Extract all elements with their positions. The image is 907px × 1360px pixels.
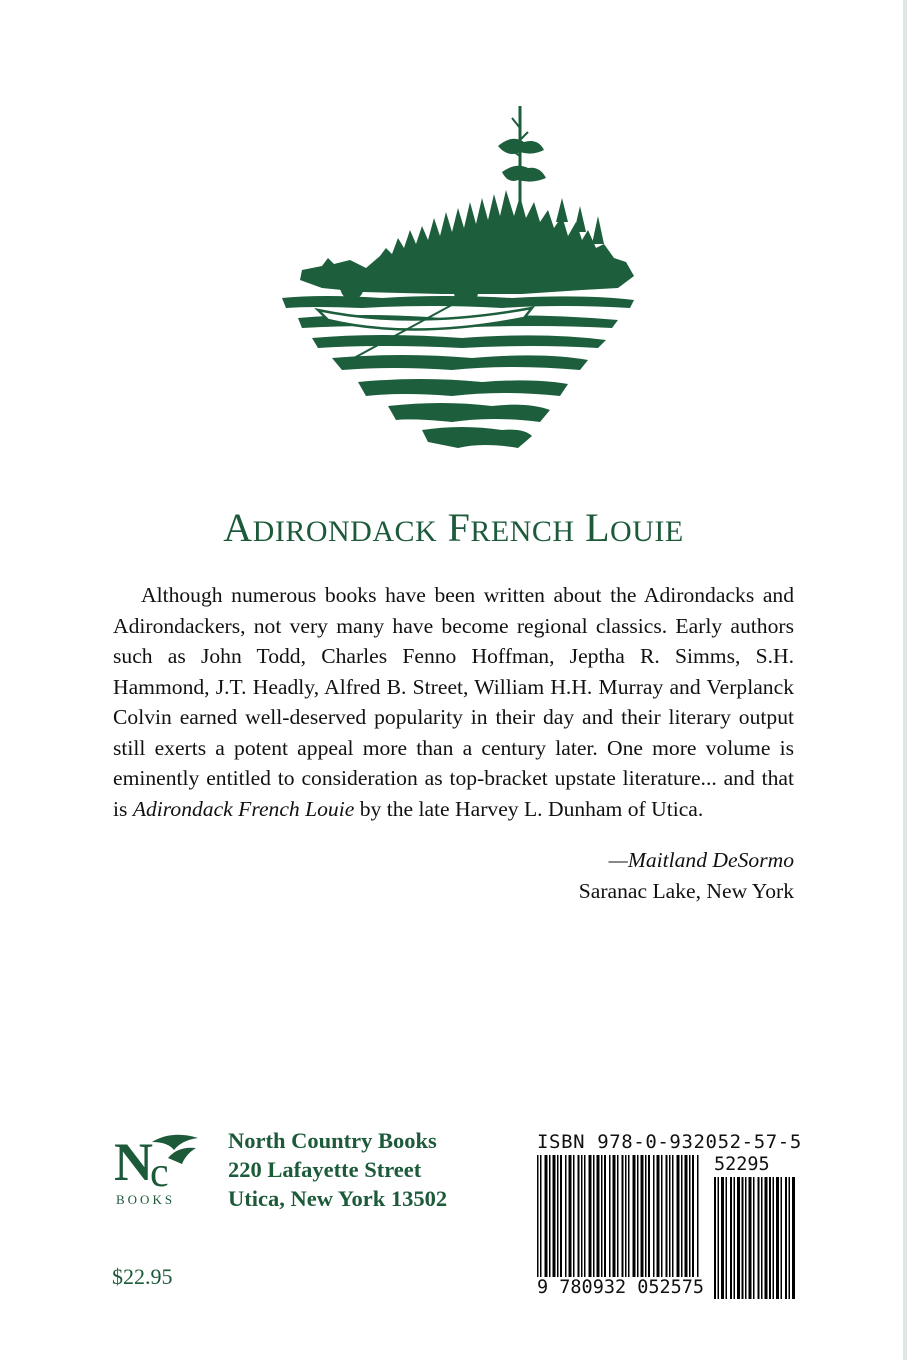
blurb-attribution [579,845,794,907]
barcode-bar [628,1155,630,1277]
barcode-bar [714,1177,716,1299]
barcode-bar [601,1155,603,1277]
barcode-bar [692,1155,694,1277]
svg-text:c: c [150,1150,169,1196]
nc-monogram-icon [112,1128,204,1208]
barcode-bar [625,1155,627,1277]
isbn-label: ISBN 978-0-932052-57-5 [537,1131,802,1153]
book-title: ADIRONDACK FRENCH LOUIE [223,505,684,550]
barcode-bar [622,1155,624,1277]
barcode-bar [557,1155,559,1277]
barcode-bar [653,1155,655,1297]
barcode-bar [573,1155,575,1277]
publisher-street: 220 Lafayette Street [228,1157,422,1182]
barcode-bar [604,1155,606,1277]
barcode-bar [613,1155,616,1277]
barcode-bar [758,1177,760,1299]
barcode-bar [545,1155,548,1277]
barcode-bar [718,1177,720,1299]
blurb-text-before: Although numerous books have been written about the Adirondacks and Adirondackers, not very many have become regional classics. Early authors such as John Todd, Charles Fenno Hoffman, Jeptha R. Simms, S.H. Hammond, J.T. Headly, Alfred B. Street, William H.H. Murray and Verplanck Colvin earned well-deserved popularity in their day and their literary output still exerts a potent appeal more than a century later. One more volume is eminently entitled to consideration as top-bracket upstate literature... and that is [113,583,794,821]
barcode-bar [666,1155,668,1277]
barcode-bar [742,1177,744,1299]
barcode-bar [641,1155,644,1277]
barcode-bar [761,1177,763,1299]
barcode-bar [689,1155,691,1277]
publisher-info [228,1126,447,1213]
barcode-bar [637,1155,639,1277]
blurb-text-after: by the late Harvey L. Dunham of Utica. [359,796,704,821]
barcode-bar [726,1177,728,1299]
barcode-bar [681,1155,683,1277]
barcode-bar [578,1155,580,1277]
cover-edge-strip [903,0,907,1360]
barcode-bar [581,1155,583,1277]
barcode-bar [609,1155,611,1277]
barcode-bar [773,1177,775,1299]
barcode-bar [553,1155,556,1277]
barcode-bar [617,1155,619,1277]
barcode-bar [789,1177,791,1299]
lake-island-canoe-illustration [262,98,650,464]
barcode-addon-icon [714,1177,796,1299]
blurb-book-title: Adirondack French Louie [132,796,355,821]
barcode-bar [734,1177,736,1299]
barcode-ean-number: 9 780932 052575 [537,1277,705,1298]
barcode-bar [721,1177,724,1299]
book-blurb [113,580,794,824]
barcode-bar [737,1177,740,1299]
publisher-name: North Country Books [228,1128,437,1153]
barcode-bar [697,1155,699,1277]
barcode-bar [781,1177,783,1299]
barcode-bar [657,1155,660,1297]
barcode-bar [765,1177,768,1299]
barcode-bar [669,1155,671,1277]
barcode-bar [685,1155,688,1277]
attribution-place: Saranac Lake, New York [578,879,794,903]
barcode-bar [565,1155,567,1277]
logo-books-text: BOOKS [116,1192,176,1207]
barcode-bar [560,1155,562,1277]
barcode-bar [776,1177,779,1299]
barcode-main-icon [537,1155,700,1297]
attribution-author: —Maitland DeSormo [608,848,794,872]
barcode-bar [753,1177,755,1299]
publisher-city: Utica, New York 13502 [228,1186,448,1211]
barcode-bar [584,1155,586,1277]
barcode-bar [593,1155,595,1297]
barcode-bar [597,1155,600,1297]
barcode-bar [730,1177,732,1299]
barcode-bar [785,1177,787,1299]
barcode-bar [537,1155,539,1297]
barcode-bar [648,1155,650,1277]
barcode-bar [633,1155,636,1277]
barcode-bar [589,1155,592,1277]
barcode-bar [645,1155,647,1277]
price-label: $22.95 [112,1264,173,1289]
barcode-bar [677,1155,680,1277]
barcode-bar [540,1155,542,1297]
barcode-bar [549,1155,551,1277]
barcode-bar [672,1155,674,1277]
barcode-bar [769,1177,771,1299]
barcode-bar [661,1155,663,1277]
barcode-bar [792,1177,795,1299]
svg-text:N: N [114,1132,153,1192]
barcode-addon-number: 52295 [714,1154,770,1175]
barcode-bar [749,1177,752,1299]
barcode-bar [569,1155,572,1277]
barcode-bar [745,1177,747,1299]
